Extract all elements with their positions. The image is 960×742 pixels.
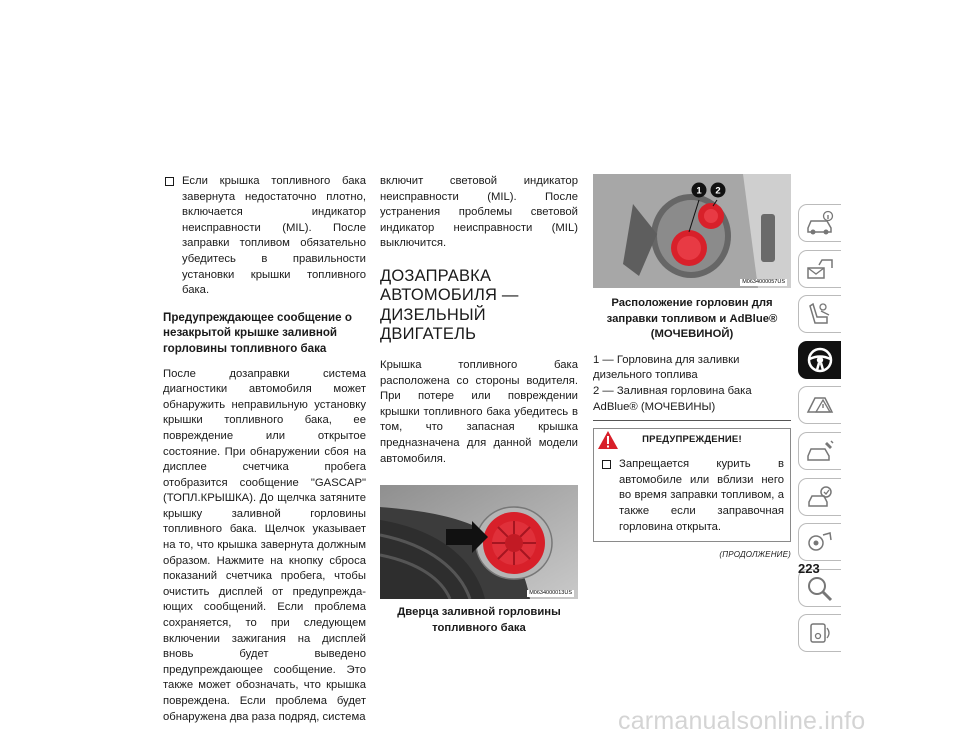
watermark: carmanualsonline.info xyxy=(618,707,866,735)
tab-steering-wheel[interactable] xyxy=(798,341,841,379)
callout-1: 1 xyxy=(696,185,702,197)
divider xyxy=(593,420,791,421)
figure-legend xyxy=(593,353,791,415)
fuel-door-photo xyxy=(380,485,578,599)
warning-bullet xyxy=(600,457,784,535)
bullet-fuel-cap xyxy=(163,174,366,299)
bullet-square-icon xyxy=(165,177,174,186)
subheading-gascap-message: Предупреждающее сообщение о незакрытой крышке заливной горловины топливного бака xyxy=(163,310,352,355)
paragraph-continuation: включит световой индикатор неисправности (MIL). После устранения проблемы световой индикатор неисправности (MIL) выключится. xyxy=(380,175,578,250)
service-icon xyxy=(805,438,835,464)
warning-triangle-icon xyxy=(597,430,619,450)
continued-label: (ПРОДОЛЖЕНИЕ) xyxy=(719,550,791,560)
seat-icon xyxy=(805,301,835,327)
filler-necks-photo xyxy=(593,174,791,288)
callout-2: 2 xyxy=(715,185,721,197)
heading-line: АВТОМОБИЛЯ — xyxy=(380,286,519,305)
bullet-square-icon xyxy=(602,460,611,469)
column-right xyxy=(593,174,791,563)
column-left xyxy=(163,174,366,725)
tab-maintenance[interactable] xyxy=(798,478,841,516)
car-message-icon xyxy=(805,256,835,282)
page-number: 223 xyxy=(798,561,820,576)
heading-line: ДОЗАПРАВКА xyxy=(380,266,492,285)
road-warning-icon xyxy=(805,392,835,418)
search-icon xyxy=(805,574,835,602)
figure-caption: Дверца заливной горловины топливного бака xyxy=(397,606,561,634)
tab-car-info[interactable] xyxy=(798,204,841,242)
warning-box xyxy=(593,428,791,542)
legend-item-2: 2 — Заливная горловина бака AdBlue® (МОЧЕВИНЫ) xyxy=(593,384,752,413)
bullet-text: Если крышка топливного бака завернута недостаточно плотно, включается индикатор неисправности (MIL). После заправки топливом обязательно убедитесь в правильности установки крышки топливного бака. xyxy=(182,175,366,297)
warning-title: ПРЕДУПРЕЖДЕНИЕ! xyxy=(642,434,742,446)
tab-multimedia[interactable] xyxy=(798,614,841,652)
figure-caption: Расположение горловин для заправки топливом и AdBlue® (МОЧЕВИНОЙ) xyxy=(606,297,778,341)
image-code: M0634000013US xyxy=(529,590,572,597)
tab-specifications[interactable] xyxy=(798,523,841,561)
tab-road-warning[interactable] xyxy=(798,386,841,424)
tab-car-message[interactable] xyxy=(798,250,841,288)
car-info-icon xyxy=(805,210,835,236)
warning-header xyxy=(594,429,790,451)
multimedia-icon xyxy=(805,620,835,646)
column-middle xyxy=(380,174,578,636)
tab-service[interactable] xyxy=(798,432,841,470)
paragraph-gascap: После дозаправки система диагностики автомобиля может обнаружить неправильную установку крышки топливного бака, ее повреждение или открытое состояние. При обнаружении сбоя на дисплее счетчика пробега отобразится сообщение "GASCAP" (ТОПЛ.КРЫШКА). До щелчка затяните крышку заливной горловины топливного бака. Щелчок указывает на то, что крышка завернута должным образом. Нажмите на кнопку сброса показаний счетчика пробега, чтобы очистить дисплей от предупреждающих сообщений. Если проблема сохраняется, то при следующем включении зажигания на дисплей вновь будет выведено предупреждающее сообщение. Это также может обозначать, что крышка повреждена. Если проблема будет обнаружена два раза подряд, система xyxy=(163,367,366,723)
chapter-tabs xyxy=(798,204,842,660)
heading-line: ДИЗЕЛЬНЫЙ ДВИГАТЕЛЬ xyxy=(380,305,486,344)
section-heading xyxy=(380,267,578,345)
paragraph-diesel-cap: Крышка топливного бака расположена со стороны водителя. При потере или повреждении крышки топливного бака убедитесь в том, что запасная крышка предназначена для данной модели автомобиля. xyxy=(380,358,578,465)
legend-item-1: 1 — Горловина для заливки дизельного топлива xyxy=(593,353,740,382)
warning-text: Запрещается курить в автомобиле или вблизи него во время заправки топливом, а также если заправочная горловина открыта. xyxy=(619,458,784,533)
image-code: M0634000057US xyxy=(742,279,785,285)
tab-seat[interactable] xyxy=(798,295,841,333)
specifications-icon xyxy=(805,529,835,555)
steering-wheel-icon xyxy=(805,345,835,375)
maintenance-icon xyxy=(805,484,835,510)
